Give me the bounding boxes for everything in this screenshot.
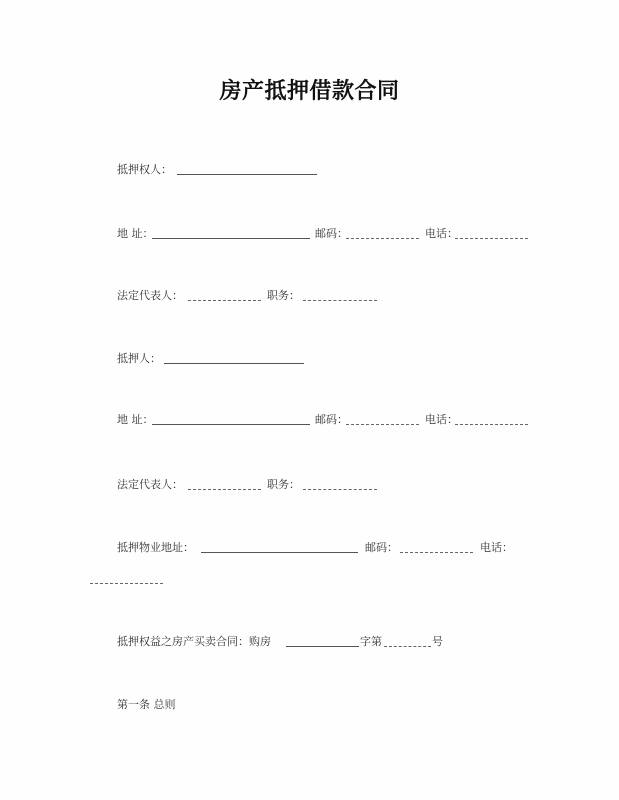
postcode-field[interactable] bbox=[346, 424, 419, 425]
phone-field[interactable] bbox=[90, 583, 163, 584]
phone-label: 电话： bbox=[425, 227, 458, 240]
position-label: 职务： bbox=[267, 478, 300, 491]
purchase-number-field[interactable] bbox=[384, 646, 431, 647]
postcode-label: 邮码： bbox=[315, 413, 348, 426]
postcode-field[interactable] bbox=[400, 552, 473, 553]
phone-label: 电话： bbox=[425, 413, 458, 426]
phone-field[interactable] bbox=[455, 238, 528, 239]
legal-rep-label: 法定代表人： bbox=[117, 289, 183, 302]
page-title: 房产抵押借款合同 bbox=[219, 79, 400, 104]
position-field[interactable] bbox=[303, 489, 377, 490]
number-label: 号 bbox=[432, 635, 443, 648]
position-label: 职务： bbox=[267, 289, 300, 302]
phone-field[interactable] bbox=[455, 424, 528, 425]
postcode-field[interactable] bbox=[346, 238, 419, 239]
address-label: 地 址： bbox=[117, 413, 154, 426]
sale-contract-label: 抵押权益之房产买卖合同：购房 bbox=[117, 635, 271, 648]
word-label: 字第 bbox=[360, 635, 382, 648]
position-field[interactable] bbox=[303, 300, 377, 301]
mortgagee-field[interactable] bbox=[177, 174, 317, 175]
postcode-label: 邮码： bbox=[315, 227, 348, 240]
mortgagee-label: 抵押权人： bbox=[117, 163, 172, 176]
phone-label: 电话： bbox=[480, 541, 513, 554]
purchase-prefix-field[interactable] bbox=[286, 646, 359, 647]
mortgagor-field[interactable] bbox=[164, 363, 304, 364]
postcode-label: 邮码： bbox=[365, 541, 398, 554]
property-address-label: 抵押物业地址： bbox=[117, 541, 194, 554]
legal-rep-field[interactable] bbox=[188, 300, 261, 301]
article-1-heading: 第一条 总则 bbox=[117, 698, 176, 711]
address-field[interactable] bbox=[152, 424, 310, 425]
address-label: 地 址： bbox=[117, 227, 154, 240]
legal-rep-label: 法定代表人： bbox=[117, 478, 183, 491]
legal-rep-field[interactable] bbox=[188, 489, 261, 490]
address-field[interactable] bbox=[152, 238, 310, 239]
property-address-field[interactable] bbox=[201, 552, 358, 553]
mortgagor-label: 抵押人： bbox=[117, 352, 161, 365]
